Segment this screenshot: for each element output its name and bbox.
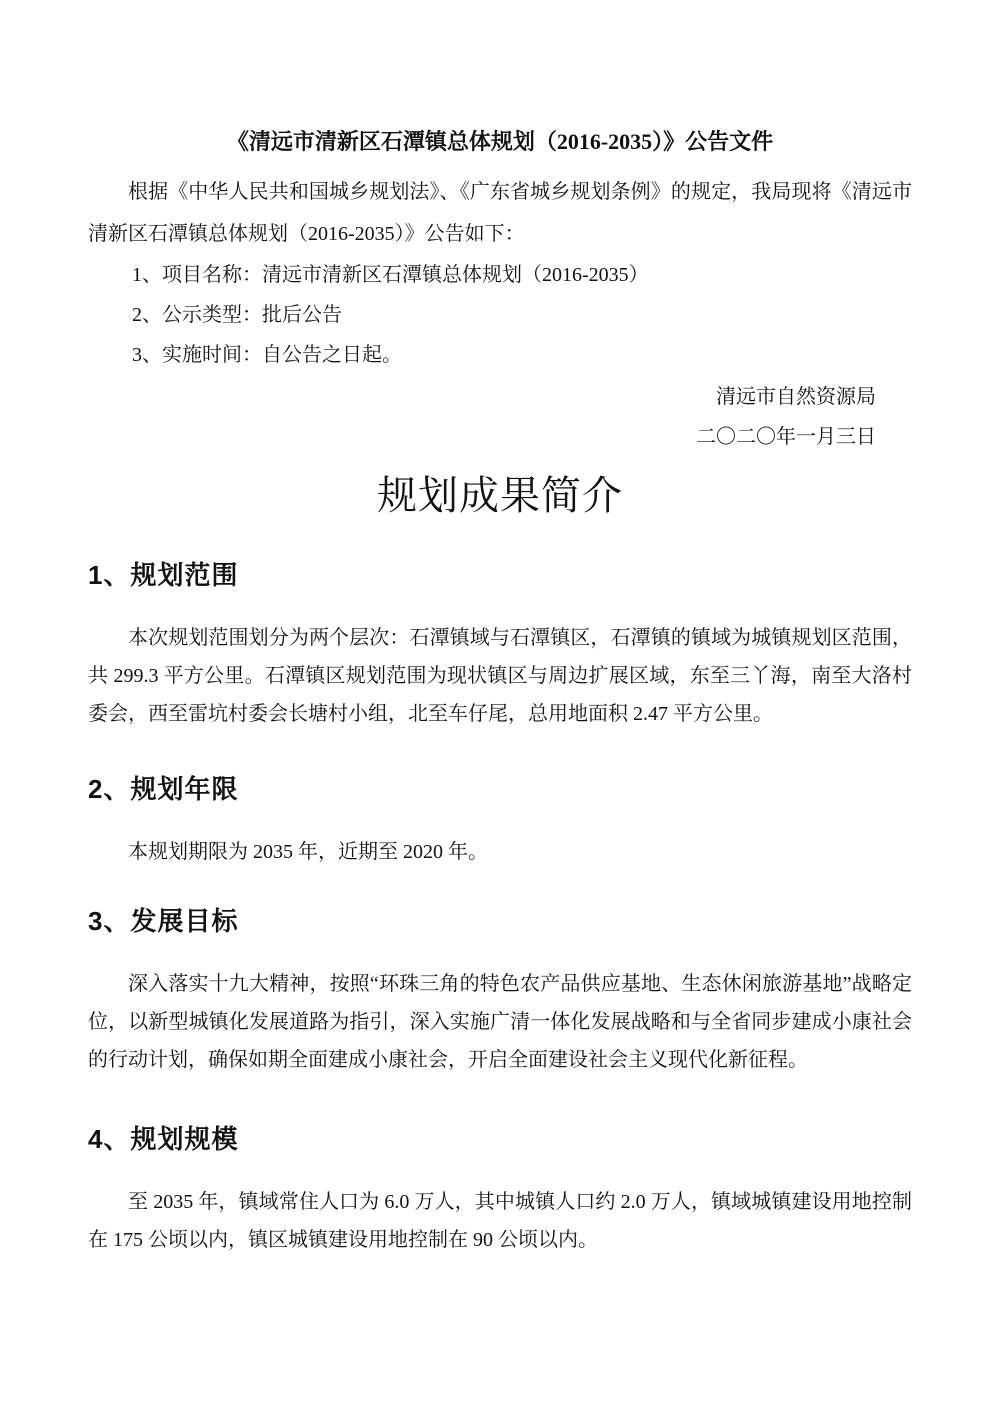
section-heading-development-goals: 3、发展目标 bbox=[88, 906, 239, 936]
summary-title: 规划成果简介 bbox=[377, 473, 623, 518]
section-heading-planning-scope: 1、规划范围 bbox=[88, 560, 239, 590]
section-body-planning-period: 本规划期限为 2035 年，近期至 2020 年。 bbox=[128, 841, 488, 863]
signature-agency: 清远市自然资源局 bbox=[716, 386, 876, 408]
notice-item-effective-date: 3、实施时间：自公告之日起。 bbox=[132, 344, 402, 366]
section-body-planning-scope: 本次规划范围划分为两个层次：石潭镇域与石潭镇区，石潭镇的镇域为城镇规划区范围，共 299.3 平方公里。石潭镇区规划范围为现状镇区与周边扩展区域，东至三丫海，南至大洛村委会，西至雷坑村委会长塘村小组，北至车仔尾，总用地面积 2.47 平方公里。 bbox=[88, 627, 912, 725]
notice-item-publicity-type: 2、公示类型：批后公告 bbox=[132, 304, 342, 326]
document-title: 《清远市清新区石潭镇总体规划（2016-2035）》公告文件 bbox=[226, 129, 774, 154]
section-body-planning-scale: 至 2035 年，镇域常住人口为 6.0 万人，其中城镇人口约 2.0 万人，镇域城镇建设用地控制在 175 公顷以内，镇区城镇建设用地控制在 90 公顷以内。 bbox=[88, 1191, 912, 1251]
notice-item-project-name: 1、项目名称：清远市清新区石潭镇总体规划（2016-2035） bbox=[132, 264, 649, 286]
section-heading-planning-scale: 4、规划规模 bbox=[88, 1124, 239, 1154]
section-body-development-goals: 深入落实十九大精神，按照“环珠三角的特色农产品供应基地、生态休闲旅游基地”战略定位，以新型城镇化发展道路为指引，深入实施广清一体化发展战略和与全省同步建成小康社会的行动计划，确保如期全面建成小康社会，开启全面建设社会主义现代化新征程。 bbox=[88, 973, 912, 1071]
section-heading-planning-period: 2、规划年限 bbox=[88, 774, 239, 804]
intro-paragraph: 根据《中华人民共和国城乡规划法》、《广东省城乡规划条例》的规定，我局现将《清远市清新区石潭镇总体规划（2016-2035）》公告如下： bbox=[88, 181, 912, 245]
signature-block bbox=[88, 377, 912, 457]
notice-item-list bbox=[88, 255, 912, 375]
signature-date: 二〇二〇年一月三日 bbox=[696, 426, 876, 448]
